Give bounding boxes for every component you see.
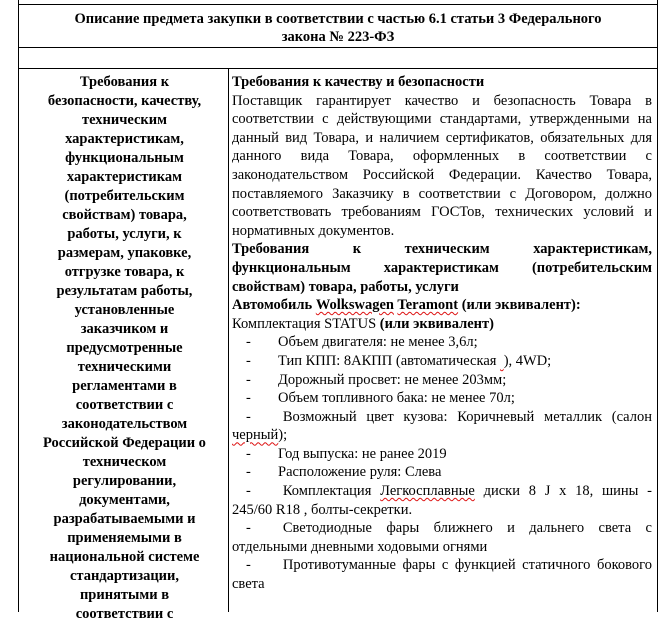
left-line: работы, услуги, к bbox=[67, 226, 182, 242]
list-dash: - bbox=[246, 557, 251, 574]
list-dash: - bbox=[246, 520, 251, 537]
list-dash: - bbox=[246, 445, 251, 462]
left-line: техническими bbox=[77, 359, 172, 375]
column-divider bbox=[228, 68, 229, 612]
car-prefix: Автомобиль bbox=[232, 297, 316, 314]
spec-item-led bbox=[232, 519, 652, 556]
spec-item-fog bbox=[232, 556, 652, 593]
left-line: применяемыми в bbox=[67, 530, 182, 546]
car-model: Teramont bbox=[397, 297, 459, 314]
table-border-left bbox=[18, 0, 19, 612]
left-line: отгрузке товара, к bbox=[64, 264, 185, 280]
left-line: разрабатываемыми и bbox=[53, 511, 196, 527]
spec-gearbox-part: ), 4WD; bbox=[503, 352, 552, 369]
spec-kit-a: Комплектация bbox=[282, 483, 381, 500]
list-dash: - bbox=[246, 408, 251, 425]
left-line: безопасности, качеству, bbox=[47, 93, 202, 109]
car-brand: Wolkswagen bbox=[315, 297, 394, 314]
header-title-line1: Описание предмета закупки в соответствии с частью 6.1 статьи 3 Федерального bbox=[74, 11, 602, 27]
right-column-content bbox=[232, 73, 652, 594]
list-dash: - bbox=[246, 352, 251, 369]
left-line: характеристикам bbox=[66, 169, 183, 185]
spec-color-a: Возможный цвет кузова: Коричневый металлик (салон bbox=[282, 408, 652, 425]
left-line: результатам работы, bbox=[56, 283, 193, 299]
left-line: документами, bbox=[79, 492, 170, 508]
left-line: установленные bbox=[74, 302, 175, 318]
left-line: регламентами в bbox=[72, 378, 177, 394]
left-line: регулировании, bbox=[72, 473, 177, 489]
list-dash: - bbox=[246, 390, 251, 407]
spec-kit-b: Легкосплавные bbox=[380, 483, 475, 500]
list-dash: - bbox=[246, 371, 251, 388]
tech-heading: Требования к техническим характеристикам, функциональным характеристикам (потребительским свойствам) товара, работы, услуги bbox=[232, 241, 652, 295]
left-line: свойствам) товара, bbox=[62, 207, 187, 223]
list-dash: - bbox=[246, 483, 251, 500]
empty-row-bottom-rule bbox=[18, 68, 658, 69]
header-top-rule bbox=[18, 4, 658, 5]
spec-item-tank bbox=[232, 389, 652, 408]
left-line: техническом bbox=[82, 454, 167, 470]
left-line: заказчиком и bbox=[80, 321, 169, 337]
spec-wheel: Расположение руля: Слева bbox=[278, 464, 442, 481]
kit-line bbox=[232, 315, 652, 334]
kit-suffix: (или эквивалент) bbox=[379, 315, 494, 332]
kit-prefix: Комплектация STATUS bbox=[232, 315, 380, 332]
quality-heading: Требования к качеству и безопасности bbox=[232, 74, 485, 90]
spec-item-kit bbox=[232, 482, 652, 519]
table-header bbox=[22, 10, 654, 46]
spec-color-c: ); bbox=[278, 427, 288, 444]
spec-tank: Объем топливного бака: не менее 70л; bbox=[278, 390, 515, 407]
header-title-line2: закона № 223-ФЗ bbox=[281, 29, 395, 45]
spec-color-b: черный bbox=[232, 427, 279, 444]
car-title bbox=[232, 296, 652, 315]
left-line: стандартизации, bbox=[69, 568, 180, 584]
left-line: предусмотренные bbox=[66, 340, 183, 356]
left-line: законодательством bbox=[61, 416, 188, 432]
left-column-label bbox=[24, 73, 225, 624]
spec-year: Год выпуска: не ранее 2019 bbox=[278, 445, 447, 462]
left-line: (потребительским bbox=[64, 188, 185, 204]
spec-gearbox-part: Тип КПП: 8АКПП (автоматическая bbox=[278, 352, 501, 369]
spec-item-clearance bbox=[232, 371, 652, 390]
spec-item-gearbox bbox=[232, 352, 652, 371]
spec-engine: Объем двигателя: не менее 3,6л; bbox=[278, 334, 478, 351]
left-line: функциональным bbox=[65, 150, 184, 166]
left-line: Требования к bbox=[79, 74, 170, 90]
header-bottom-rule bbox=[18, 47, 658, 48]
quality-text: Поставщик гарантирует качество и безопасность Товара в соответствии с действующими стандартами, утвержденными на данный вид Товара, и наличием сертификатов, обязательных для данного вида Товара, оформленных в соответствии с законодательством Российской Федерации. Качество Товара, поставляемого Заказчику в соответствии с Договором, должно соответствовать требованиям ГОСТов, технических условий и нормативных документов. bbox=[232, 92, 652, 239]
left-line: Российской Федерации о bbox=[43, 435, 206, 451]
left-line: техническим bbox=[81, 112, 168, 128]
spec-led: Светодиодные фары ближнего и дальнего света с отдельными дневными ходовыми огнями bbox=[232, 520, 652, 555]
spec-clearance: Дорожный просвет: не менее 203мм; bbox=[278, 371, 507, 388]
spec-gearbox bbox=[278, 352, 551, 371]
spec-item-color bbox=[232, 408, 652, 445]
left-line: размерам, упаковке, bbox=[57, 245, 192, 261]
left-line: принятыми в bbox=[79, 587, 170, 603]
spec-item-engine bbox=[232, 333, 652, 352]
left-line: национальной системе bbox=[49, 549, 200, 565]
list-dash: - bbox=[246, 334, 251, 351]
spec-fog: Противотуманные фары с функцией статичного бокового света bbox=[232, 557, 652, 593]
spec-item-year bbox=[232, 445, 652, 464]
table-border-right bbox=[657, 0, 658, 612]
left-line: соответствии с bbox=[75, 397, 174, 413]
left-line: соответствии с bbox=[75, 606, 174, 622]
left-line: характеристикам, bbox=[65, 131, 184, 147]
car-suffix: (или эквивалент): bbox=[458, 297, 581, 314]
spec-kit-c: диски 8 J x 18, шины - 245/60 R18 , болты-секретки. bbox=[232, 483, 652, 518]
spec-item-wheel bbox=[232, 463, 652, 482]
list-dash: - bbox=[246, 464, 251, 481]
